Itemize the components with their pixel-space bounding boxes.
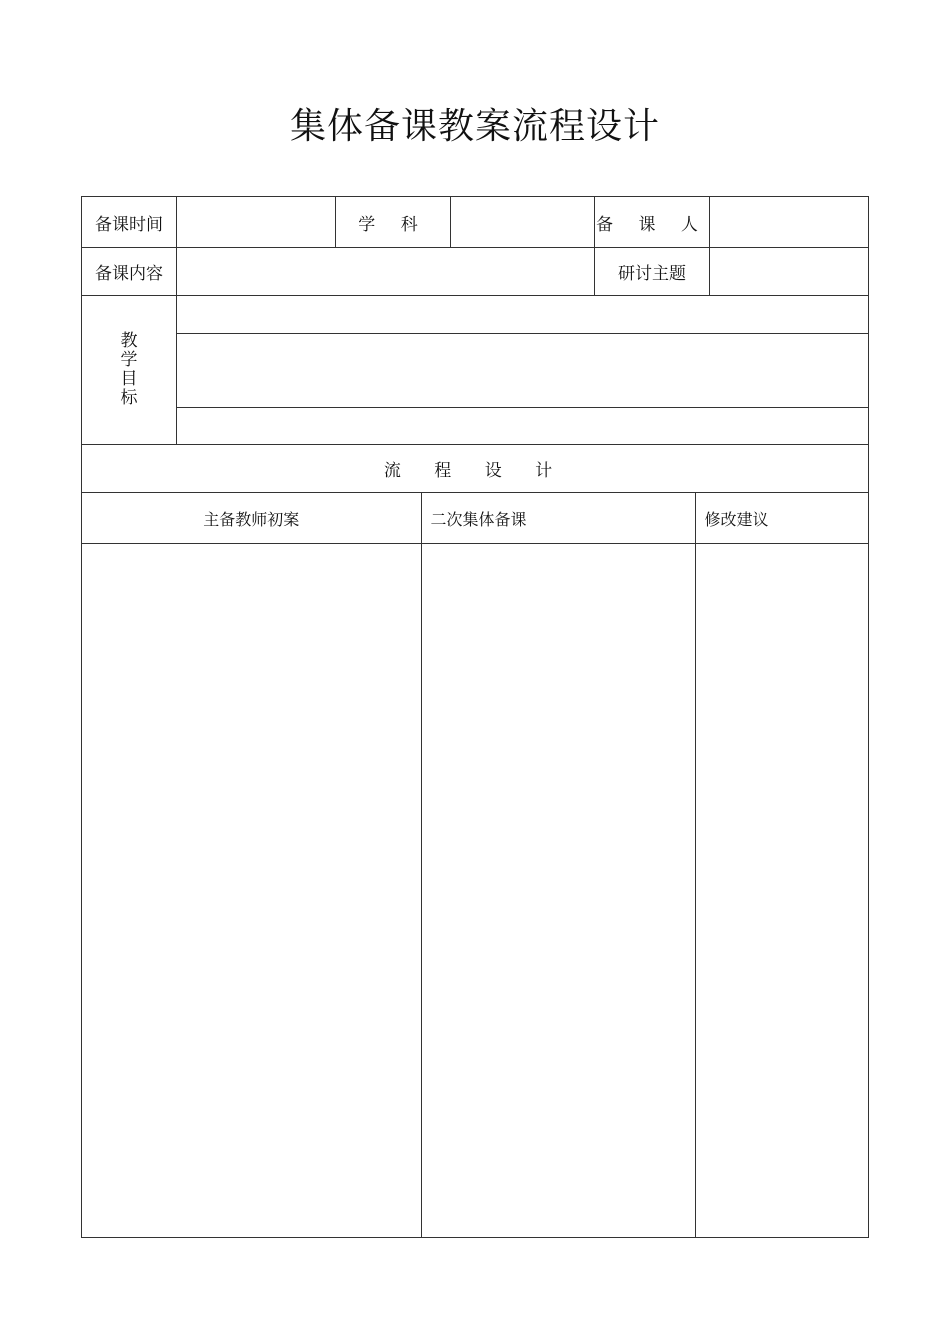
lead-teacher-draft-header: 主备教师初案 — [82, 493, 421, 544]
prep-content-field[interactable] — [177, 248, 595, 296]
lead-teacher-draft-field[interactable] — [82, 544, 421, 1238]
prep-time-field[interactable] — [177, 197, 336, 248]
topic-field[interactable] — [710, 248, 869, 296]
goal-field-1[interactable] — [177, 296, 868, 333]
preparer-label-text: 备 课 人 — [596, 214, 708, 235]
second-collective-prep-header: 二次集体备课 — [421, 493, 695, 544]
teaching-goals-label — [82, 296, 177, 445]
goal-field-2[interactable] — [177, 333, 868, 407]
process-heading-row — [82, 445, 869, 493]
content-row — [82, 248, 869, 296]
revision-suggestions-field[interactable] — [695, 544, 868, 1238]
process-heading-text: 流 程 设 计 — [383, 461, 567, 481]
teaching-goals-area — [177, 296, 869, 445]
process-row — [82, 493, 869, 1238]
goal-label-char: 标 — [120, 388, 138, 408]
subject-field[interactable] — [451, 197, 595, 248]
goal-label-char: 学 — [120, 350, 138, 370]
lesson-plan-form — [81, 196, 869, 1238]
revision-suggestions-header: 修改建议 — [695, 493, 868, 544]
process-column-bodies — [82, 544, 868, 1238]
process-columns — [82, 493, 868, 1237]
process-design-heading — [82, 445, 869, 493]
prep-time-label: 备课时间 — [82, 197, 177, 248]
process-column-headers — [82, 493, 868, 544]
prep-content-label: 备课内容 — [82, 248, 177, 296]
preparer-field[interactable] — [710, 197, 869, 248]
page-title: 集体备课教案流程设计 — [289, 106, 660, 147]
preparer-label — [595, 197, 710, 248]
second-collective-prep-field[interactable] — [421, 544, 695, 1238]
subject-label-text: 学 科 — [358, 214, 428, 235]
goal-label-char: 教 — [120, 331, 138, 351]
topic-label: 研讨主题 — [595, 248, 710, 296]
goals-list — [177, 296, 868, 444]
subject-label — [336, 197, 451, 248]
header-row — [82, 197, 869, 248]
goals-row — [82, 296, 869, 445]
goal-label-char: 目 — [120, 369, 138, 389]
process-area — [82, 493, 869, 1238]
goal-field-3[interactable] — [177, 407, 868, 444]
